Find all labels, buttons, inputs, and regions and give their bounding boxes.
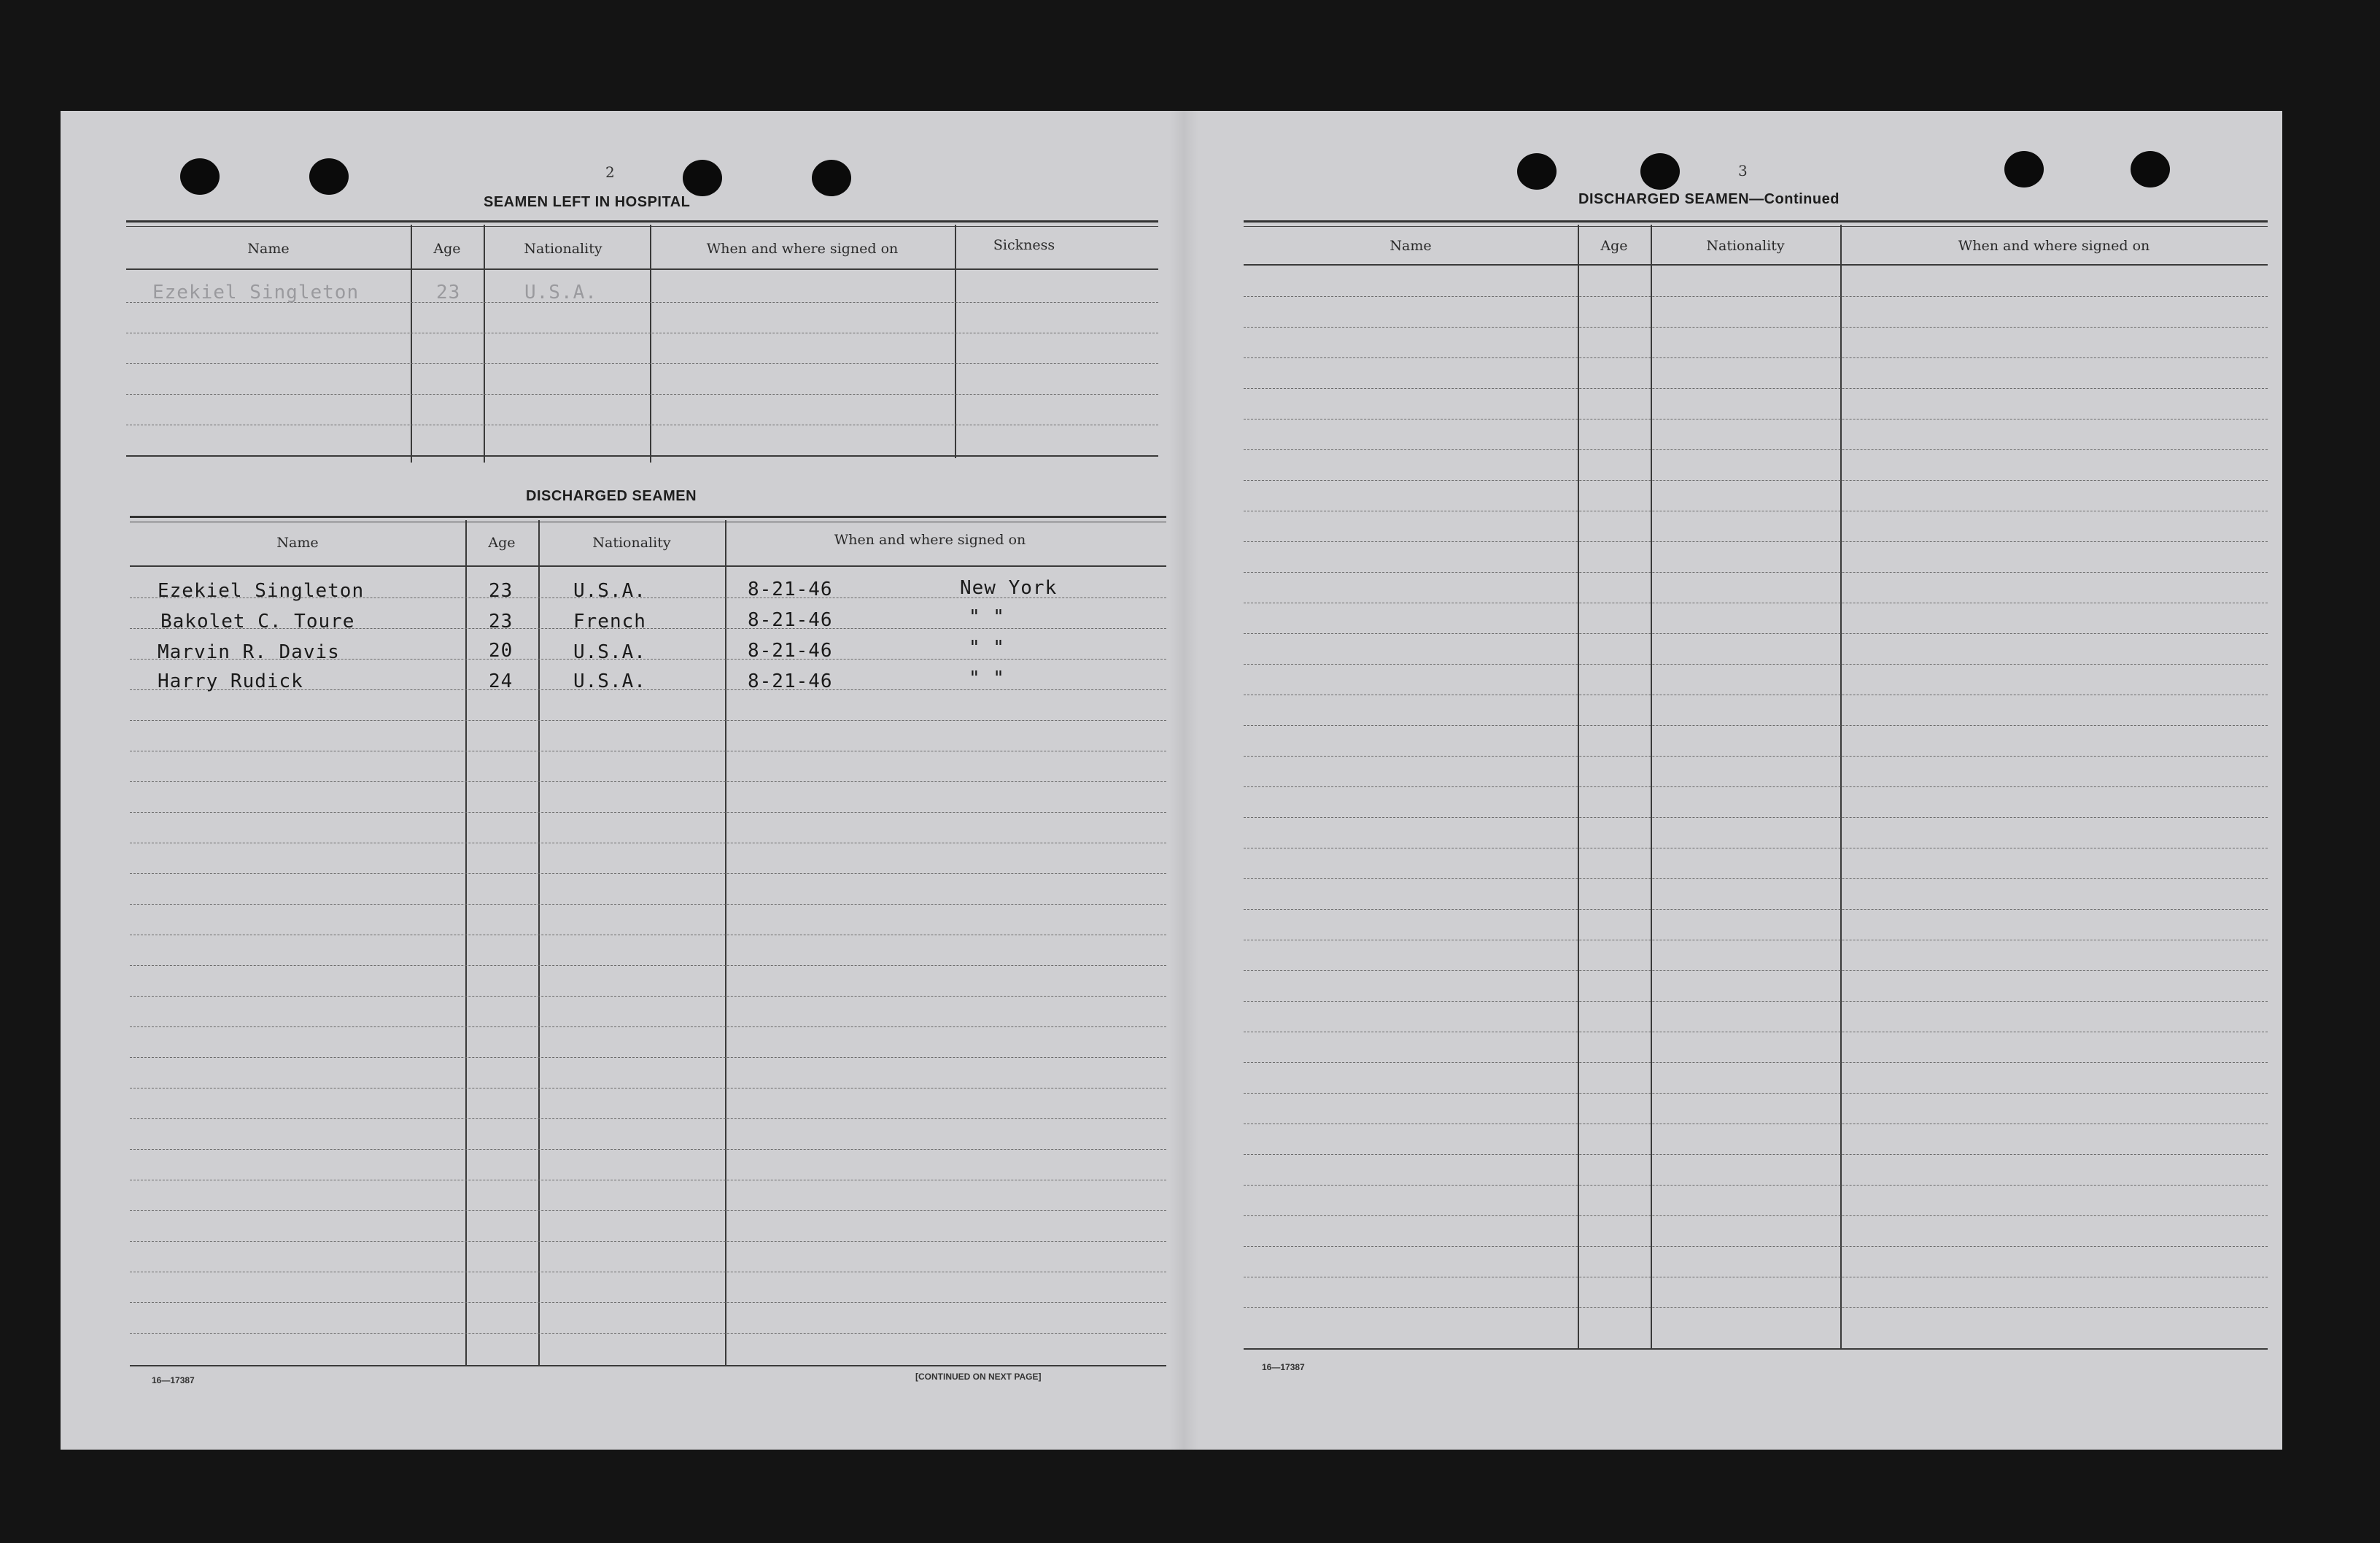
hospital-row-name: Ezekiel Singleton	[152, 282, 360, 303]
col-header-signed-on: When and where signed on	[706, 241, 899, 257]
punch-hole	[683, 160, 722, 196]
col-header-nationality: Nationality	[1706, 238, 1785, 254]
discharged-row-nationality: French	[573, 611, 646, 633]
discharged-row-name: Harry Rudick	[158, 670, 303, 692]
punch-hole	[812, 160, 851, 196]
col-header-name: Name	[276, 535, 319, 551]
hospital-section-title: SEAMEN LEFT IN HOSPITAL	[484, 194, 691, 210]
form-number-right: 16—17387	[1262, 1362, 1305, 1372]
discharged-continued-table	[1244, 220, 2268, 1366]
hospital-row-age: 23	[436, 282, 461, 303]
col-header-age: Age	[433, 241, 461, 257]
col-header-age: Age	[488, 535, 516, 551]
punch-hole	[1517, 153, 1557, 190]
punch-hole	[1640, 153, 1680, 190]
col-header-signed-on: When and where signed on	[834, 532, 1026, 548]
punch-hole	[2131, 151, 2170, 187]
col-header-nationality: Nationality	[592, 535, 671, 551]
discharged-row-age: 23	[489, 611, 513, 633]
discharged-row-nationality: U.S.A.	[573, 580, 646, 602]
form-number-left: 16—17387	[152, 1375, 195, 1385]
col-header-signed-on: When and where signed on	[1958, 238, 2150, 254]
discharged-row-nationality: U.S.A.	[573, 670, 646, 692]
discharged-table	[130, 516, 1166, 1377]
discharged-row-place: " "	[969, 637, 1005, 659]
discharged-row-name: Ezekiel Singleton	[158, 580, 365, 602]
discharged-row-date: 8-21-46	[748, 609, 833, 631]
discharged-row-date: 8-21-46	[748, 670, 833, 692]
page-gutter	[1169, 111, 1198, 1450]
col-header-age: Age	[1600, 238, 1628, 254]
discharged-row-place: New York	[960, 577, 1058, 599]
discharged-row-age: 24	[489, 670, 513, 692]
col-header-nationality: Nationality	[524, 241, 602, 257]
discharged-row-age: 20	[489, 640, 513, 662]
discharged-row-nationality: U.S.A.	[573, 641, 646, 663]
col-header-sickness: Sickness	[993, 237, 1055, 253]
discharged-row-age: 23	[489, 580, 513, 602]
punch-hole	[2004, 151, 2044, 187]
hospital-row-nationality: U.S.A.	[524, 282, 597, 303]
punch-hole	[309, 158, 349, 195]
discharged-row-date: 8-21-46	[748, 640, 833, 662]
discharged-continued-title: DISCHARGED SEAMEN—Continued	[1578, 191, 1840, 207]
discharged-row-date: 8-21-46	[748, 579, 833, 600]
continued-note: [CONTINUED ON NEXT PAGE]	[915, 1372, 1042, 1382]
discharged-row-place: " "	[969, 668, 1005, 689]
page-number-right: 3	[1738, 162, 1748, 179]
col-header-name: Name	[1389, 238, 1432, 254]
punch-hole	[180, 158, 220, 195]
discharged-section-title: DISCHARGED SEAMEN	[526, 488, 697, 504]
discharged-row-name: Bakolet C. Toure	[160, 611, 355, 633]
discharged-row-name: Marvin R. Davis	[158, 641, 340, 663]
col-header-name: Name	[247, 241, 290, 257]
document-sheet	[61, 111, 2282, 1450]
page-number-left: 2	[605, 163, 615, 181]
discharged-row-place: " "	[969, 606, 1005, 628]
